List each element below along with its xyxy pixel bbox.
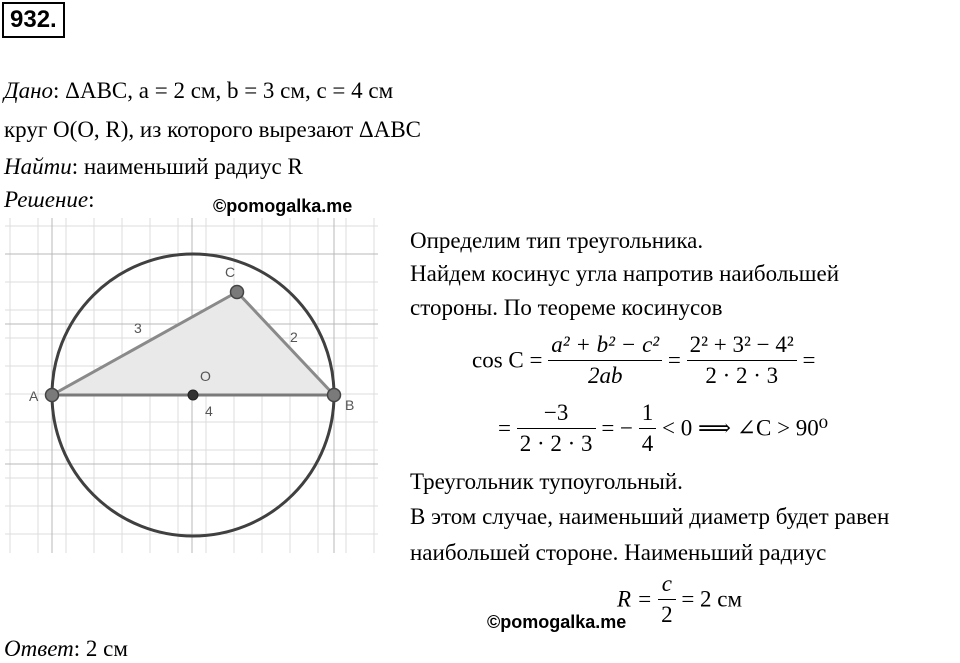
formula2-lead: = bbox=[498, 415, 511, 441]
formula2-frac2-den: 4 bbox=[641, 431, 654, 456]
formula-frac-general-num: a² + b² − c² bbox=[548, 330, 662, 361]
formula2-mid: = − bbox=[601, 415, 634, 441]
find-line bbox=[4, 153, 303, 181]
find-label: Найти bbox=[4, 154, 72, 179]
given-label: Дано bbox=[4, 78, 54, 103]
point-b bbox=[328, 389, 341, 402]
formula2-frac2-num: 1 bbox=[639, 398, 657, 429]
right-text-5: В этом случае, наименьший диаметр будет равен bbox=[410, 504, 890, 529]
formula2-frac-num: −3 bbox=[517, 398, 596, 429]
geometry-figure bbox=[0, 218, 380, 558]
label-a: A bbox=[29, 388, 39, 404]
formula3-lhs: R = bbox=[617, 586, 653, 612]
given-line-2: круг O(O, R), из которого вырезают ΔABC bbox=[4, 117, 421, 142]
given-text: : ΔABC, a = 2 см, b = 3 см, c = 4 см bbox=[53, 78, 394, 103]
formula-tail-eq: = bbox=[802, 347, 816, 373]
problem-number: 932. bbox=[2, 2, 65, 38]
formula-cosine bbox=[472, 330, 816, 391]
formula2-frac-den: 2 · 2 · 3 bbox=[519, 431, 593, 456]
formula3-tail: = 2 см bbox=[681, 586, 743, 612]
label-c: C bbox=[225, 264, 236, 280]
right-text-2: Найдем косинус угла напротив наибольшей bbox=[410, 261, 840, 286]
solution-line bbox=[4, 186, 95, 214]
right-text-4: Треугольник тупоугольный. bbox=[410, 469, 683, 494]
formula-eq: = bbox=[667, 347, 681, 373]
point-c bbox=[231, 286, 244, 299]
right-text-3: стороны. По теореме косинусов bbox=[410, 295, 723, 320]
formula2-frac2 bbox=[639, 398, 657, 459]
formula2-tail: < 0 ⟹ ∠C > 90⁰ bbox=[662, 415, 829, 441]
solution-colon: : bbox=[88, 187, 95, 212]
answer-line bbox=[4, 635, 128, 663]
point-a bbox=[46, 389, 59, 402]
formula-frac-general bbox=[548, 330, 662, 391]
formula3-frac-den: 2 bbox=[661, 602, 673, 627]
side-label-a: 2 bbox=[290, 329, 298, 345]
given-line-1 bbox=[4, 77, 393, 105]
formula-frac-numbers-den: 2 · 2 · 3 bbox=[705, 363, 779, 388]
solution-label: Решение bbox=[4, 187, 89, 212]
answer-label: Ответ bbox=[4, 636, 74, 661]
formula-result bbox=[498, 398, 828, 459]
formula3-frac-num: c bbox=[658, 569, 676, 600]
formula-frac-numbers bbox=[687, 330, 797, 391]
formula-frac-general-den: 2ab bbox=[587, 363, 623, 388]
label-o: O bbox=[200, 368, 211, 384]
right-text-1: Определим тип треугольника. bbox=[410, 228, 704, 253]
find-text: : наименьший радиус R bbox=[71, 154, 303, 179]
watermark-bottom: ©pomogalka.me bbox=[487, 612, 627, 632]
point-o bbox=[188, 390, 198, 400]
answer-text: : 2 см bbox=[73, 636, 128, 661]
right-text-6: наибольшей стороне. Наименьший радиус bbox=[410, 540, 827, 565]
label-b: B bbox=[345, 397, 355, 413]
formula2-frac bbox=[517, 398, 596, 459]
formula-radius bbox=[617, 569, 742, 630]
formula-frac-numbers-num: 2² + 3² − 4² bbox=[687, 330, 797, 361]
formula3-frac bbox=[658, 569, 676, 630]
side-label-c: 4 bbox=[205, 403, 213, 419]
watermark-top: ©pomogalka.me bbox=[213, 196, 353, 216]
formula-cos-lhs: cos C = bbox=[472, 347, 543, 373]
side-label-b: 3 bbox=[134, 320, 142, 336]
